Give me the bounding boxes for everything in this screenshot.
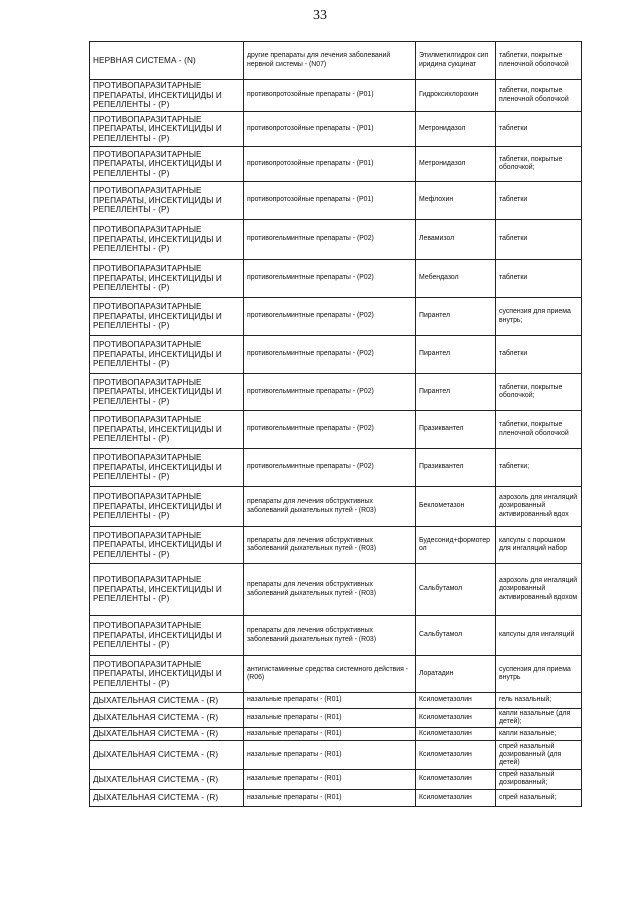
cell-system: ДЫХАТЕЛЬНАЯ СИСТЕМА - (R) — [90, 789, 244, 806]
cell-pharmacological-group: противогельминтные препараты - (P02) — [244, 298, 416, 336]
cell-dosage-form: спрей назальный дозированный (для детей) — [496, 741, 582, 770]
cell-pharmacological-group: противогельминтные препараты - (P02) — [244, 336, 416, 374]
cell-substance: Ксилометазолин — [416, 789, 496, 806]
cell-pharmacological-group: противогельминтные препараты - (P02) — [244, 411, 416, 449]
table-row — [90, 656, 582, 693]
cell-pharmacological-group: препараты для лечения обструктивных заболеваний дыхательных путей - (R03) — [244, 564, 416, 616]
cell-system: ПРОТИВОПАРАЗИТАРНЫЕ ПРЕПАРАТЫ, ИНСЕКТИЦИДЫ И РЕПЕЛЛЕНТЫ - (P) — [90, 374, 244, 411]
cell-system: ПРОТИВОПАРАЗИТАРНЫЕ ПРЕПАРАТЫ, ИНСЕКТИЦИДЫ И РЕПЕЛЛЕНТЫ - (P) — [90, 616, 244, 656]
cell-substance: Ксилометазолин — [416, 728, 496, 741]
cell-dosage-form: аэрозоль для ингаляций дозированный активированный вдохом — [496, 564, 582, 616]
table-row — [90, 449, 582, 487]
table-row — [90, 564, 582, 616]
cell-system: ДЫХАТЕЛЬНАЯ СИСТЕМА - (R) — [90, 741, 244, 770]
cell-pharmacological-group: назальные препараты - (R01) — [244, 770, 416, 789]
cell-dosage-form: гель назальный; — [496, 693, 582, 709]
cell-system: ПРОТИВОПАРАЗИТАРНЫЕ ПРЕПАРАТЫ, ИНСЕКТИЦИДЫ И РЕПЕЛЛЕНТЫ - (P) — [90, 527, 244, 564]
table-row — [90, 182, 582, 220]
table-row — [90, 693, 582, 709]
cell-pharmacological-group: противогельминтные препараты - (P02) — [244, 260, 416, 298]
table-row — [90, 709, 582, 728]
cell-substance: Лоратадин — [416, 656, 496, 693]
cell-dosage-form: таблетки, покрытые оболочкой; — [496, 147, 582, 182]
cell-dosage-form: суспензия для приема внутрь — [496, 656, 582, 693]
cell-substance: Мефлохин — [416, 182, 496, 220]
cell-system: ПРОТИВОПАРАЗИТАРНЫЕ ПРЕПАРАТЫ, ИНСЕКТИЦИДЫ И РЕПЕЛЛЕНТЫ - (P) — [90, 220, 244, 260]
cell-pharmacological-group: препараты для лечения обструктивных заболеваний дыхательных путей - (R03) — [244, 487, 416, 527]
table-row — [90, 411, 582, 449]
table-row — [90, 80, 582, 112]
cell-system: ПРОТИВОПАРАЗИТАРНЫЕ ПРЕПАРАТЫ, ИНСЕКТИЦИДЫ И РЕПЕЛЛЕНТЫ - (P) — [90, 182, 244, 220]
cell-substance: Метронидазол — [416, 112, 496, 147]
table-row — [90, 770, 582, 789]
cell-dosage-form: суспензия для приема внутрь; — [496, 298, 582, 336]
cell-system: ДЫХАТЕЛЬНАЯ СИСТЕМА - (R) — [90, 728, 244, 741]
table-row — [90, 741, 582, 770]
cell-substance: Гидроксихлорохин — [416, 80, 496, 112]
cell-substance: Беклометазон — [416, 487, 496, 527]
table-row — [90, 260, 582, 298]
table-row — [90, 298, 582, 336]
cell-dosage-form: таблетки — [496, 182, 582, 220]
cell-system: ПРОТИВОПАРАЗИТАРНЫЕ ПРЕПАРАТЫ, ИНСЕКТИЦИДЫ И РЕПЕЛЛЕНТЫ - (P) — [90, 260, 244, 298]
cell-pharmacological-group: назальные препараты - (R01) — [244, 728, 416, 741]
cell-system: ДЫХАТЕЛЬНАЯ СИСТЕМА - (R) — [90, 770, 244, 789]
cell-system: ДЫХАТЕЛЬНАЯ СИСТЕМА - (R) — [90, 709, 244, 728]
cell-dosage-form: спрей назальный дозированный; — [496, 770, 582, 789]
table-row — [90, 220, 582, 260]
cell-pharmacological-group: назальные препараты - (R01) — [244, 789, 416, 806]
table-row — [90, 789, 582, 806]
cell-system: ДЫХАТЕЛЬНАЯ СИСТЕМА - (R) — [90, 693, 244, 709]
cell-pharmacological-group: противогельминтные препараты - (P02) — [244, 449, 416, 487]
cell-system: ПРОТИВОПАРАЗИТАРНЫЕ ПРЕПАРАТЫ, ИНСЕКТИЦИДЫ И РЕПЕЛЛЕНТЫ - (P) — [90, 656, 244, 693]
cell-dosage-form: капли назальные; — [496, 728, 582, 741]
cell-dosage-form: таблетки, покрытые пленочной оболочкой — [496, 411, 582, 449]
cell-substance: Пирантел — [416, 298, 496, 336]
table-row — [90, 336, 582, 374]
cell-system: ПРОТИВОПАРАЗИТАРНЫЕ ПРЕПАРАТЫ, ИНСЕКТИЦИДЫ И РЕПЕЛЛЕНТЫ - (P) — [90, 411, 244, 449]
cell-dosage-form: таблетки; — [496, 449, 582, 487]
page-number: 33 — [313, 8, 327, 23]
cell-pharmacological-group: назальные препараты - (R01) — [244, 693, 416, 709]
table-row — [90, 527, 582, 564]
cell-dosage-form: таблетки, покрытые пленочной оболочкой — [496, 42, 582, 80]
cell-substance: Левамизол — [416, 220, 496, 260]
cell-dosage-form: таблетки — [496, 112, 582, 147]
cell-substance: Ксилометазолин — [416, 741, 496, 770]
cell-system: ПРОТИВОПАРАЗИТАРНЫЕ ПРЕПАРАТЫ, ИНСЕКТИЦИДЫ И РЕПЕЛЛЕНТЫ - (P) — [90, 147, 244, 182]
cell-substance: Празиквантел — [416, 449, 496, 487]
cell-dosage-form: таблетки — [496, 336, 582, 374]
cell-pharmacological-group: противопротозойные препараты - (P01) — [244, 147, 416, 182]
table-row — [90, 374, 582, 411]
cell-substance: Ксилометазолин — [416, 693, 496, 709]
table-row — [90, 728, 582, 741]
cell-dosage-form: таблетки, покрытые оболочкой; — [496, 374, 582, 411]
cell-pharmacological-group: другие препараты для лечения заболеваний нервной системы - (N07) — [244, 42, 416, 80]
cell-substance: Сальбутамол — [416, 564, 496, 616]
cell-substance: Ксилометазолин — [416, 770, 496, 789]
cell-system: ПРОТИВОПАРАЗИТАРНЫЕ ПРЕПАРАТЫ, ИНСЕКТИЦИДЫ И РЕПЕЛЛЕНТЫ - (P) — [90, 112, 244, 147]
table-row — [90, 147, 582, 182]
drug-table-body — [90, 42, 582, 807]
cell-pharmacological-group: противопротозойные препараты - (P01) — [244, 182, 416, 220]
cell-system: ПРОТИВОПАРАЗИТАРНЫЕ ПРЕПАРАТЫ, ИНСЕКТИЦИДЫ И РЕПЕЛЛЕНТЫ - (P) — [90, 564, 244, 616]
table-row — [90, 42, 582, 80]
cell-substance: Пирантел — [416, 374, 496, 411]
cell-substance: Ксилометазолин — [416, 709, 496, 728]
cell-pharmacological-group: противопротозойные препараты - (P01) — [244, 80, 416, 112]
cell-dosage-form: таблетки — [496, 220, 582, 260]
cell-pharmacological-group: препараты для лечения обструктивных заболеваний дыхательных путей - (R03) — [244, 616, 416, 656]
cell-dosage-form: таблетки — [496, 260, 582, 298]
cell-system: ПРОТИВОПАРАЗИТАРНЫЕ ПРЕПАРАТЫ, ИНСЕКТИЦИДЫ И РЕПЕЛЛЕНТЫ - (P) — [90, 487, 244, 527]
cell-substance: Сальбутамол — [416, 616, 496, 656]
cell-system: ПРОТИВОПАРАЗИТАРНЫЕ ПРЕПАРАТЫ, ИНСЕКТИЦИДЫ И РЕПЕЛЛЕНТЫ - (P) — [90, 336, 244, 374]
cell-substance: Пирантел — [416, 336, 496, 374]
cell-system: НЕРВНАЯ СИСТЕМА - (N) — [90, 42, 244, 80]
cell-pharmacological-group: противопротозойные препараты - (P01) — [244, 112, 416, 147]
cell-substance: Этилметилгидрок сипиридина сукцинат — [416, 42, 496, 80]
cell-substance: Будесонид+формотерол — [416, 527, 496, 564]
cell-dosage-form: капли назальные (для детей); — [496, 709, 582, 728]
cell-dosage-form: спрей назальный; — [496, 789, 582, 806]
cell-substance: Мебендазол — [416, 260, 496, 298]
drug-table — [89, 41, 582, 807]
cell-pharmacological-group: препараты для лечения обструктивных заболеваний дыхательных путей - (R03) — [244, 527, 416, 564]
cell-substance: Метронидазол — [416, 147, 496, 182]
cell-pharmacological-group: противогельминтные препараты - (P02) — [244, 220, 416, 260]
cell-dosage-form: аэрозоль для ингаляций дозированный активированный вдох — [496, 487, 582, 527]
cell-pharmacological-group: противогельминтные препараты - (P02) — [244, 374, 416, 411]
cell-dosage-form: таблетки, покрытые пленочной оболочкой — [496, 80, 582, 112]
cell-dosage-form: капсулы с порошком для ингаляций набор — [496, 527, 582, 564]
cell-pharmacological-group: антигистаминные средства системного действия - (R06) — [244, 656, 416, 693]
cell-system: ПРОТИВОПАРАЗИТАРНЫЕ ПРЕПАРАТЫ, ИНСЕКТИЦИДЫ И РЕПЕЛЛЕНТЫ - (P) — [90, 449, 244, 487]
table-row — [90, 112, 582, 147]
cell-substance: Празиквантел — [416, 411, 496, 449]
table-row — [90, 487, 582, 527]
cell-system: ПРОТИВОПАРАЗИТАРНЫЕ ПРЕПАРАТЫ, ИНСЕКТИЦИДЫ И РЕПЕЛЛЕНТЫ - (P) — [90, 80, 244, 112]
cell-system: ПРОТИВОПАРАЗИТАРНЫЕ ПРЕПАРАТЫ, ИНСЕКТИЦИДЫ И РЕПЕЛЛЕНТЫ - (P) — [90, 298, 244, 336]
cell-pharmacological-group: назальные препараты - (R01) — [244, 741, 416, 770]
cell-pharmacological-group: назальные препараты - (R01) — [244, 709, 416, 728]
cell-dosage-form: капсулы для ингаляций — [496, 616, 582, 656]
table-row — [90, 616, 582, 656]
